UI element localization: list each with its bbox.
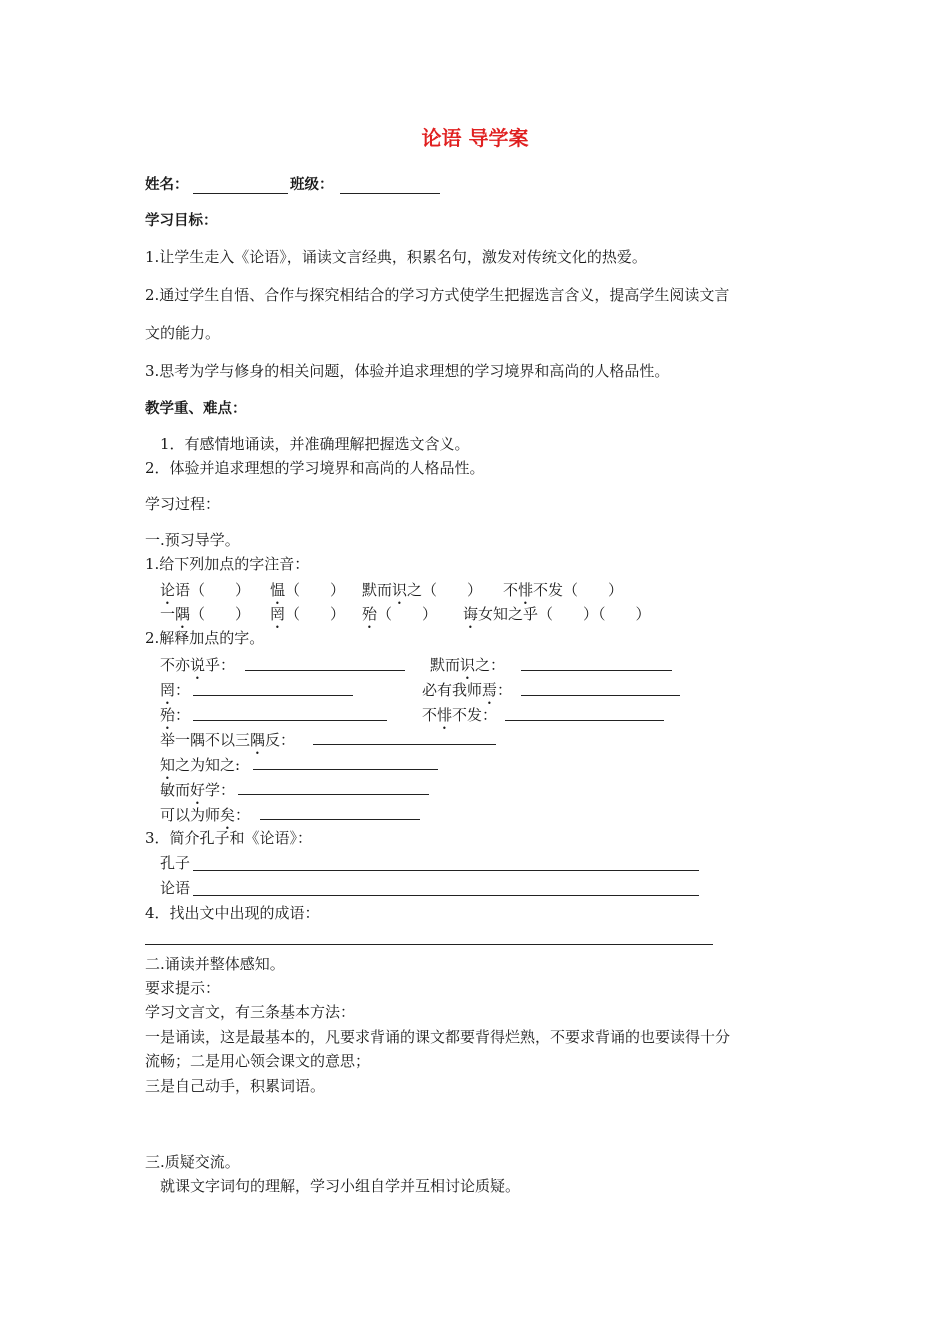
goal-item: 2.通过学生自悟、合作与探究相结合的学习方式使学生把握选言含义，提高学生阅读文言 [145,286,730,304]
question-1: 1.给下列加点的字注音： [145,555,310,573]
name-label: 姓名： [145,177,189,193]
page-title: 论语 导学案 [421,126,529,150]
explain-label: 敏而好学： [160,781,236,799]
lunyu-label: 论语 [160,879,191,897]
explain-label: 不悱不发： [422,706,498,724]
goal-item: 3.思考为学与修身的相关问题，体验并追求理想的学习境界和高尚的人格品性。 [145,362,670,380]
explain-answer-line[interactable] [193,720,387,721]
question-4: 4．找出文中出现的成语： [145,904,320,922]
section3-text: 就课文字词句的理解，学习小组自学并互相讨论质疑。 [160,1177,521,1195]
explain-label: 可以为师矣： [160,806,251,824]
pinyin-item: 一隅（ ） [160,605,251,623]
goal-item: 1.让学生走入《论语》，诵读文言经典，积累名句，激发对传统文化的热爱。 [145,248,647,266]
section-heading: 一.预习导学。 [145,531,240,549]
explain-answer-line[interactable] [253,769,438,770]
idiom-answer-line[interactable] [145,944,713,945]
process-heading: 学习过程： [145,495,221,513]
method-text: 一是诵读，这是最基本的，凡要求背诵的课文都要背得烂熟，不要求背诵的也要读得十分 [145,1028,731,1046]
section-heading: 三.质疑交流。 [145,1153,240,1171]
class-label: 班级： [290,177,334,193]
kongzi-label: 孔子 [160,854,191,872]
key-point: 1．有感情地诵读，并准确理解把握选文含义。 [160,435,470,453]
explain-label: 殆： [160,706,191,724]
explain-label: 必有我师焉： [422,681,513,699]
pinyin-item: 不悱不发（ ） [503,581,624,599]
name-field[interactable] [193,193,288,194]
pinyin-item: 殆（ ） [362,605,438,623]
pinyin-item: 愠（ ） [270,581,346,599]
explain-label: 知之为知之: [160,756,241,774]
question-2: 2.解释加点的字。 [145,629,265,647]
pinyin-item: 诲女知之乎（ ）（ ） [463,605,651,623]
explain-answer-line[interactable] [245,670,405,671]
pinyin-item: 论语（ ） [160,581,251,599]
kongzi-answer-line[interactable] [193,870,699,871]
explain-answer-line[interactable] [521,695,680,696]
method-text: 流畅；二是用心领会课文的意思； [145,1052,371,1070]
pinyin-item: 罔（ ） [270,605,346,623]
method-intro: 学习文言文，有三条基本方法： [145,1003,356,1021]
goals-heading: 学习目标： [145,213,218,229]
explain-label: 举一隅不以三隅反： [160,731,296,749]
explain-answer-line[interactable] [238,794,429,795]
requirement-label: 要求提示： [145,979,221,997]
explain-label: 不亦说乎： [160,656,236,674]
method-text: 三是自己动手，积累词语。 [145,1077,326,1095]
explain-answer-line[interactable] [260,819,420,820]
lunyu-answer-line[interactable] [193,895,699,896]
class-field[interactable] [340,193,440,194]
question-3: 3．简介孔子和《论语》： [145,829,313,847]
section-heading: 二.诵读并整体感知。 [145,955,285,973]
key-point: 2．体验并追求理想的学习境界和高尚的人格品性。 [145,459,485,477]
explain-label: 默而识之： [430,656,506,674]
key-heading: 教学重、难点： [145,401,247,417]
goal-item: 文的能力。 [145,324,221,342]
explain-answer-line[interactable] [505,720,664,721]
pinyin-item: 默而识之（ ） [362,581,483,599]
explain-answer-line[interactable] [193,695,353,696]
explain-label: 罔： [160,681,191,699]
explain-answer-line[interactable] [313,744,496,745]
explain-answer-line[interactable] [521,670,672,671]
